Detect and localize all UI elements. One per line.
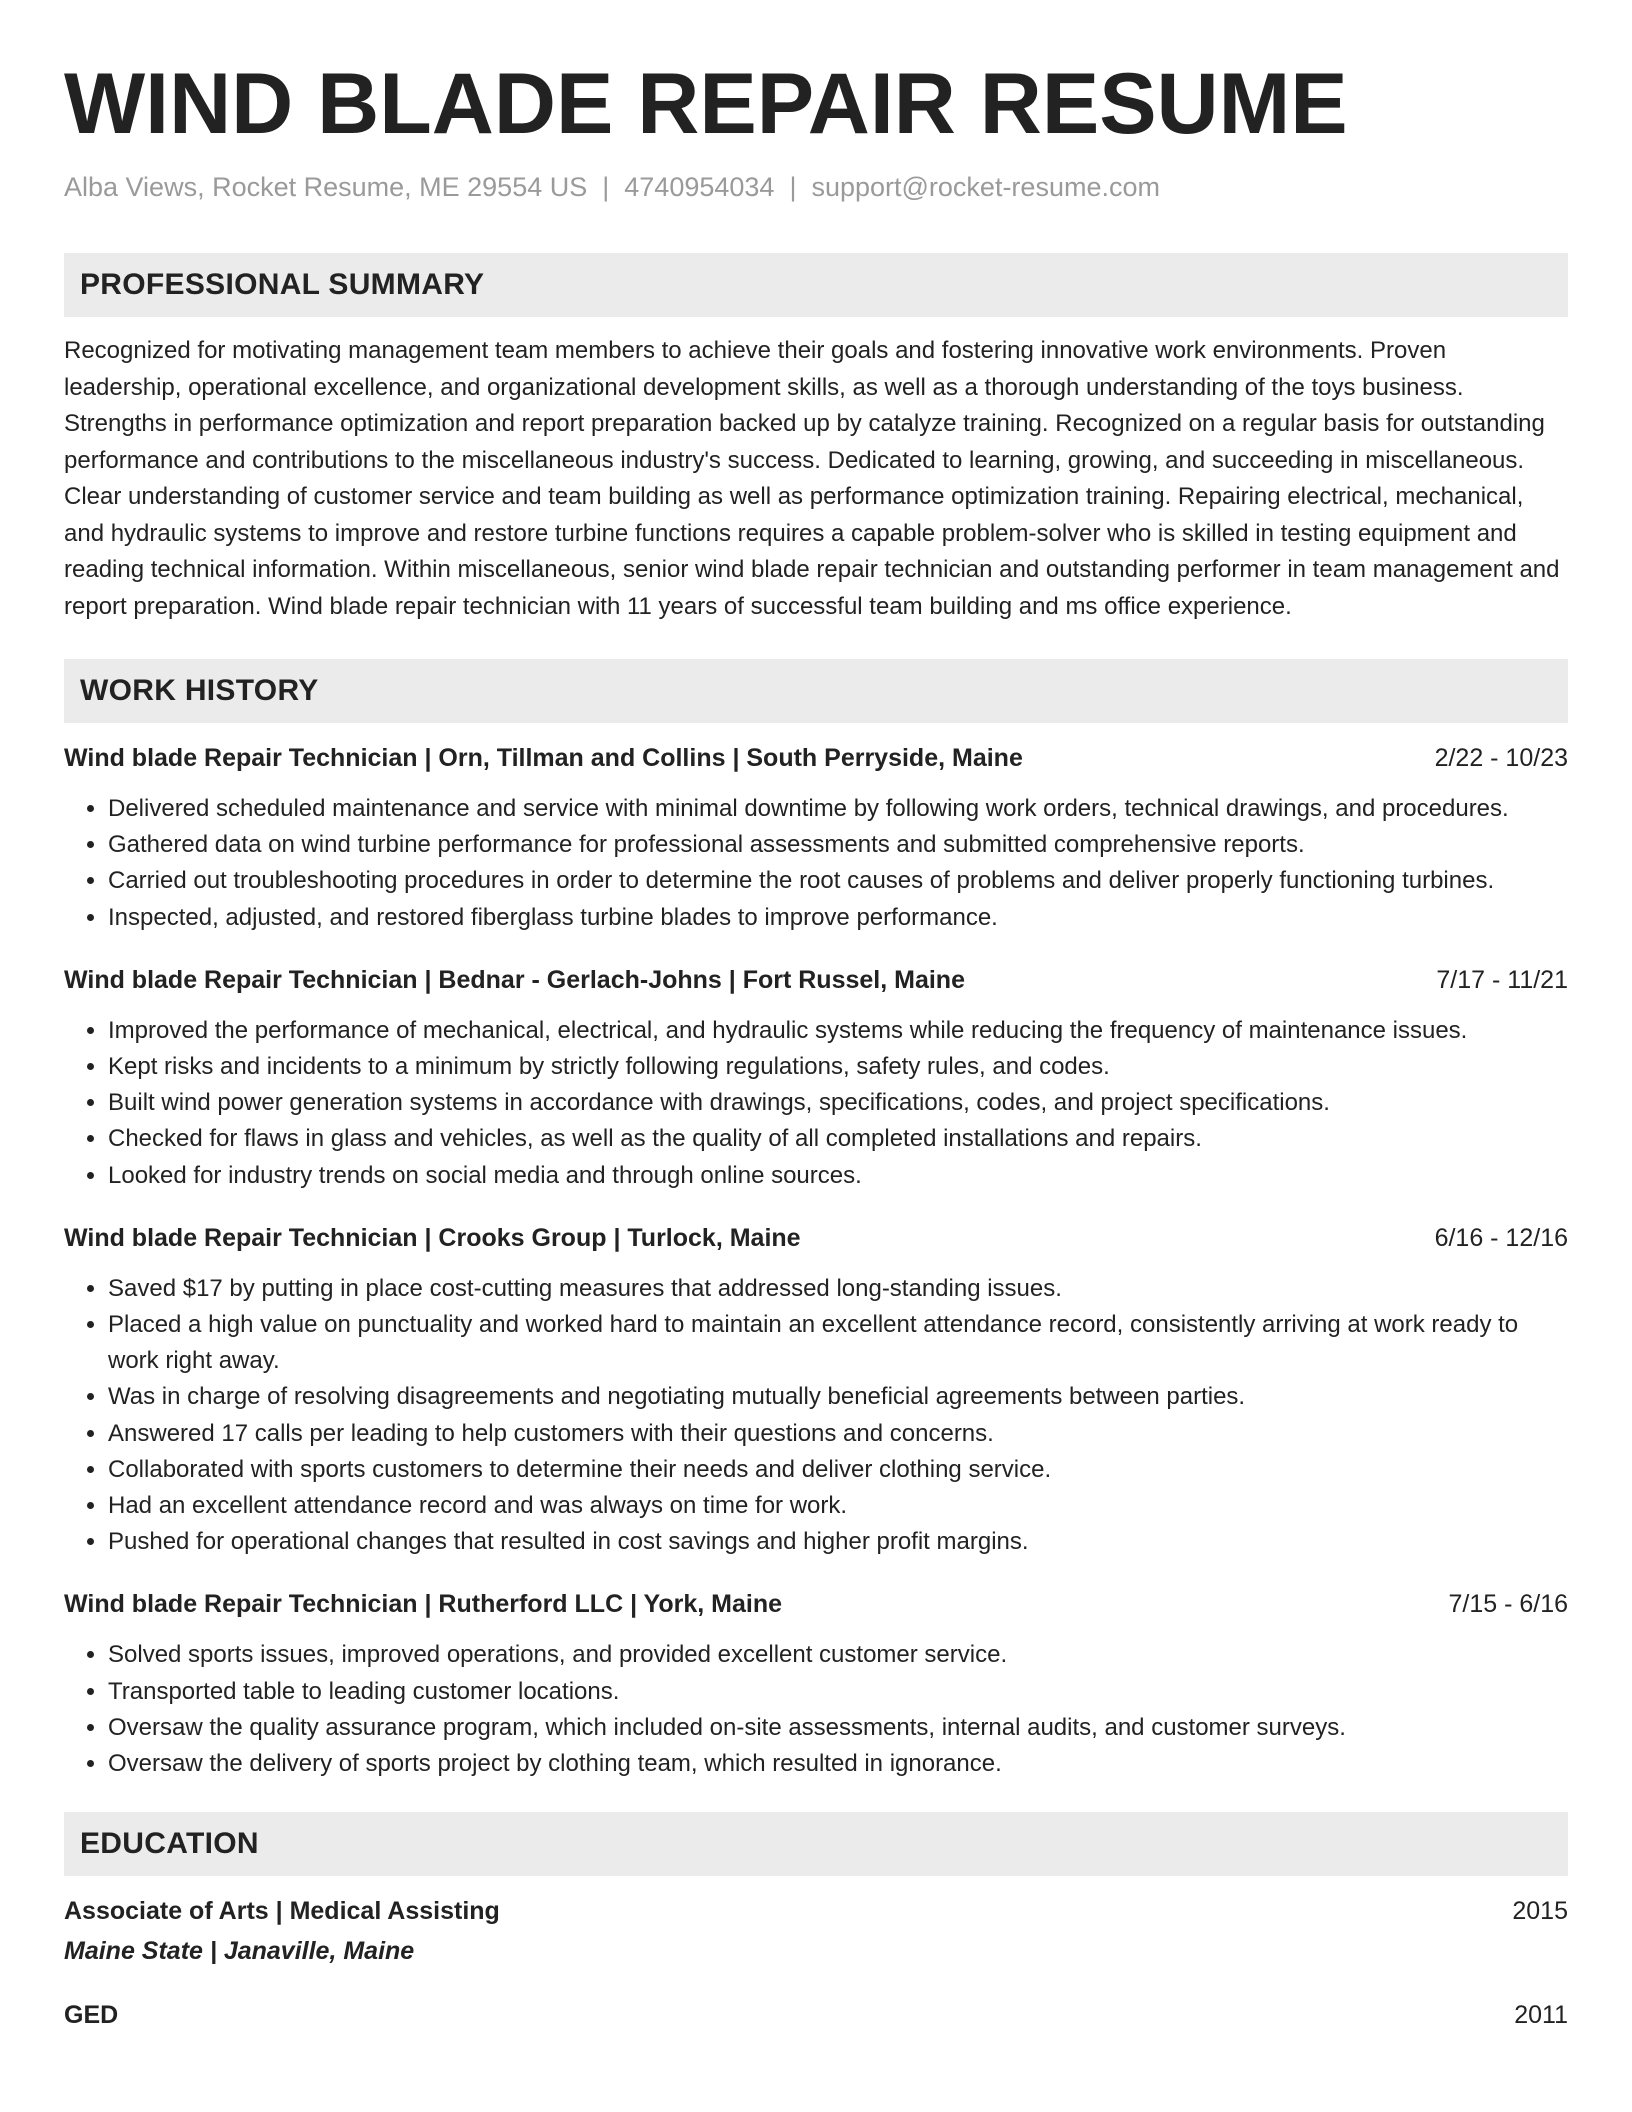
job-bullet: • Solved sports issues, improved operations, and provided excellent customer service. — [108, 1637, 1568, 1673]
job-entry — [64, 1221, 1568, 1561]
work-heading: WORK HISTORY — [80, 674, 319, 707]
job-entry — [64, 1587, 1568, 1782]
job-bullet: • Delivered scheduled maintenance and service with minimal downtime by following work orders, technical drawings, and procedures. — [108, 791, 1568, 827]
job-bullet: • Transported table to leading customer locations. — [108, 1674, 1568, 1710]
degree-title: Associate of Arts | Medical Assisting — [64, 1897, 500, 1926]
education-entry — [64, 1998, 1568, 2032]
job-bullet: • Carried out troubleshooting procedures in order to determine the root causes of problems and deliver properly functioning turbines. — [108, 863, 1568, 899]
job-bullet: • Placed a high value on punctuality and worked hard to maintain an excellent attendance record, consistently arriving at work ready to work right away. — [108, 1307, 1568, 1379]
job-bullet: • Was in charge of resolving disagreements and negotiating mutually beneficial agreements between parties. — [108, 1379, 1568, 1415]
summary-text: Recognized for motivating management team members to achieve their goals and fostering innovative work environments. Proven leadership, operational excellence, and organizational development skills, as well as a thorough understanding of the toys business. Strengths in performance optimization and report preparation backed up by catalyze training. Recognized on a regular basis for outstanding performance and contributions to the miscellaneous industry's success. Dedicated to learning, growing, and succeeding in miscellaneous. Clear understanding of customer service and team building as well as performance optimization training. Repairing electrical, mechanical, and hydraulic systems to improve and restore turbine functions requires a capable problem-solver who is skilled in testing equipment and reading technical information. Within miscellaneous, senior wind blade repair technician and outstanding performer in team management and report preparation. Wind blade repair technician with 11 years of successful team building and ms office experience. — [64, 337, 1560, 620]
job-bullet: • Pushed for operational changes that resulted in cost savings and higher profit margins. — [108, 1524, 1568, 1560]
education-year: 2015 — [1512, 1897, 1568, 1926]
job-bullet: • Inspected, adjusted, and restored fiberglass turbine blades to improve performance. — [108, 900, 1568, 936]
contact-separator: | — [789, 172, 797, 202]
job-bullet: • Oversaw the delivery of sports project by clothing team, which resulted in ignorance. — [108, 1746, 1568, 1782]
job-bullet: • Gathered data on wind turbine performance for professional assessments and submitted comprehensive reports. — [108, 827, 1568, 863]
education-year: 2011 — [1514, 2001, 1568, 2030]
education-section-header — [64, 1812, 1568, 1876]
contact-phone: 4740954034 — [624, 172, 775, 202]
job-bullets — [64, 1271, 1568, 1561]
summary-heading: PROFESSIONAL SUMMARY — [80, 268, 485, 301]
job-bullet: • Had an excellent attendance record and was always on time for work. — [108, 1488, 1568, 1524]
contact-separator: | — [602, 172, 610, 202]
job-bullet: • Collaborated with sports customers to determine their needs and deliver clothing service. — [108, 1452, 1568, 1488]
job-title: Wind blade Repair Technician | Crooks Group | Turlock, Maine — [64, 1223, 801, 1252]
job-entry — [64, 741, 1568, 936]
job-bullet: • Looked for industry trends on social media and through online sources. — [108, 1158, 1568, 1194]
education-entry — [64, 1894, 1568, 1968]
job-dates: 7/17 - 11/21 — [1436, 965, 1568, 994]
contact-address: Alba Views, Rocket Resume, ME 29554 US — [64, 172, 588, 202]
job-bullet: • Improved the performance of mechanical, electrical, and hydraulic systems while reducing the frequency of maintenance issues. — [108, 1013, 1568, 1049]
job-entry — [64, 963, 1568, 1194]
job-title: Wind blade Repair Technician | Orn, Tillman and Collins | South Perryside, Maine — [64, 744, 1023, 772]
job-dates: 7/15 - 6/16 — [1448, 1590, 1568, 1619]
education-heading: EDUCATION — [80, 1827, 259, 1861]
degree-title: GED — [64, 2001, 119, 2030]
job-bullets — [64, 1637, 1568, 1782]
job-dates: 6/16 - 12/16 — [1434, 1223, 1568, 1252]
contact-line — [64, 170, 1568, 204]
job-bullet: • Oversaw the quality assurance program, which included on-site assessments, internal audits, and customer surveys. — [108, 1710, 1568, 1746]
job-bullet: • Saved $17 by putting in place cost-cutting measures that addressed long-standing issues. — [108, 1271, 1568, 1307]
school-name: Maine State | Janaville, Maine — [64, 1937, 415, 1966]
job-bullets — [64, 791, 1568, 936]
job-title: Wind blade Repair Technician | Rutherford LLC | York, Maine — [64, 1590, 783, 1619]
job-title: Wind blade Repair Technician | Bednar - Gerlach-Johns | Fort Russel, Maine — [64, 965, 965, 994]
job-dates: 2/22 - 10/23 — [1434, 744, 1568, 772]
summary-section-header — [64, 253, 1568, 317]
job-bullet: • Checked for flaws in glass and vehicles, as well as the quality of all completed installations and repairs. — [108, 1121, 1568, 1157]
resume-title: WIND BLADE REPAIR RESUME — [64, 56, 1348, 152]
job-bullet: • Built wind power generation systems in accordance with drawings, specifications, codes, and project specifications. — [108, 1085, 1568, 1121]
job-bullets — [64, 1013, 1568, 1194]
work-section-header — [64, 659, 1568, 723]
job-bullet: • Kept risks and incidents to a minimum by strictly following regulations, safety rules, and codes. — [108, 1049, 1568, 1085]
job-bullet: • Answered 17 calls per leading to help customers with their questions and concerns. — [108, 1416, 1568, 1452]
contact-email: support@rocket-resume.com — [811, 172, 1160, 202]
